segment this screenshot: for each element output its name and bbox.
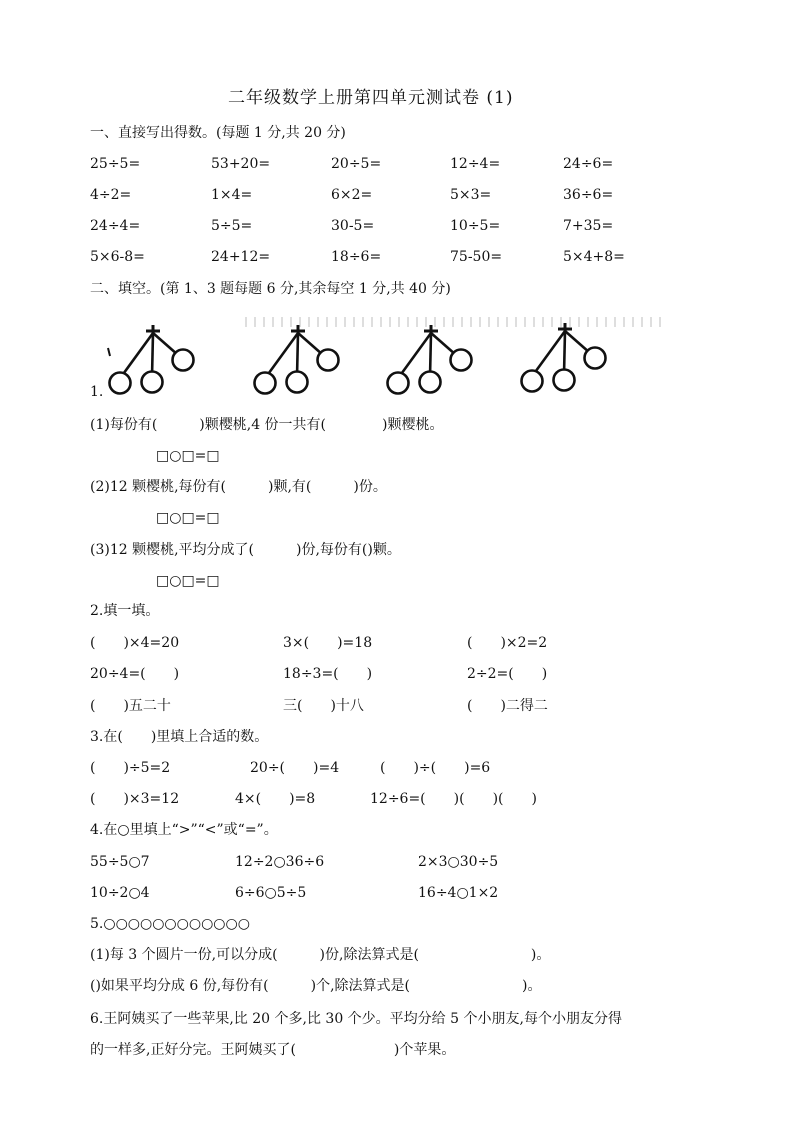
q3-item: 20÷( )=4	[250, 760, 340, 776]
calc-item: 10÷5=	[450, 218, 501, 234]
calc-item: 36÷6=	[563, 187, 614, 203]
q4-item: 6÷6○5÷5	[235, 885, 307, 901]
q3-item: ( )÷( )=6	[380, 760, 491, 776]
q3-label: 3.在( )里填上合适的数。	[90, 729, 269, 745]
calc-item: 20÷5=	[331, 156, 382, 172]
q4-item: 16÷4○1×2	[418, 885, 499, 901]
calc-item: 24÷6=	[563, 156, 614, 172]
q2-item: 3×( )=18	[283, 635, 373, 651]
calc-item: 25÷5=	[90, 156, 141, 172]
page-title: 二年级数学上册第四单元测试卷 (1)	[228, 88, 514, 108]
q3-item: ( )×3=12	[90, 791, 180, 807]
calc-item: 5×6-8=	[90, 249, 145, 265]
q1-part-2: (2)12 颗樱桃,每份有( )颗,有( )份。	[90, 479, 387, 495]
calc-item: 7+35=	[563, 218, 614, 234]
q4-item: 10÷2○4	[90, 885, 150, 901]
calc-item: 75-50=	[450, 249, 503, 265]
calc-item: 24÷4=	[90, 218, 141, 234]
calc-item: 5÷5=	[211, 218, 253, 234]
calc-item: 12÷4=	[450, 156, 501, 172]
q4-item: 12÷2○36÷6	[235, 854, 325, 870]
q1-formula-1: □○□=□	[156, 448, 220, 464]
q5-line-2: ()如果平均分成 6 份,每份有( )个,除法算式是( )。	[90, 978, 542, 994]
q6-line-1: 6.王阿姨买了一些苹果,比 20 个多,比 30 个少。平均分给 5 个小朋友,每个小朋友分得	[90, 1011, 622, 1027]
calc-item: 30-5=	[331, 218, 375, 234]
calc-item: 5×3=	[450, 187, 492, 203]
q2-item: 2÷2=( )	[467, 666, 548, 682]
section2-heading: 二、填空。(第 1、3 题每题 6 分,其余每空 1 分,共 40 分)	[90, 281, 451, 297]
q5-label: 5.○○○○○○○○○○○○	[90, 916, 250, 932]
q2-item: 18÷3=( )	[283, 666, 373, 682]
q5-line-1: (1)每 3 个圆片一份,可以分成( )份,除法算式是( )。	[90, 947, 551, 963]
calc-item: 18÷6=	[331, 249, 382, 265]
calc-item: 5×4+8=	[563, 249, 625, 265]
calc-item: 24+12=	[211, 249, 271, 265]
q1-part-3: (3)12 颗樱桃,平均分成了( )份,每份有()颗。	[90, 542, 401, 558]
q2-item: ( )五二十	[90, 698, 171, 714]
q2-item: ( )二得二	[467, 698, 548, 714]
cherry-cluster-icon	[100, 318, 620, 396]
q1-label: 1.	[90, 384, 104, 400]
calc-item: 1×4=	[211, 187, 253, 203]
q2-item: 20÷4=( )	[90, 666, 180, 682]
q4-label: 4.在○里填上“>”“<”或“=”。	[90, 822, 278, 838]
q3-item: 12÷6=( )( )( )	[370, 791, 537, 807]
calc-item: 6×2=	[331, 187, 373, 203]
q1-formula-3: □○□=□	[156, 573, 220, 589]
calc-item: 4÷2=	[90, 187, 132, 203]
q4-item: 2×3○30÷5	[418, 854, 499, 870]
q2-label: 2.填一填。	[90, 603, 160, 619]
q3-item: 4×( )=8	[235, 791, 316, 807]
q6-line-2: 的一样多,正好分完。王阿姨买了( )个苹果。	[90, 1042, 456, 1058]
q3-item: ( )÷5=2	[90, 760, 171, 776]
section1-heading: 一、直接写出得数。(每题 1 分,共 20 分)	[90, 125, 346, 141]
q1-formula-2: □○□=□	[156, 510, 220, 526]
q4-item: 55÷5○7	[90, 854, 150, 870]
q1-part-1: (1)每份有( )颗樱桃,4 份一共有( )颗樱桃。	[90, 417, 444, 433]
calc-item: 53+20=	[211, 156, 271, 172]
q2-item: ( )×2=2	[467, 635, 548, 651]
q2-item: 三( )十八	[283, 698, 364, 714]
q2-item: ( )×4=20	[90, 635, 180, 651]
